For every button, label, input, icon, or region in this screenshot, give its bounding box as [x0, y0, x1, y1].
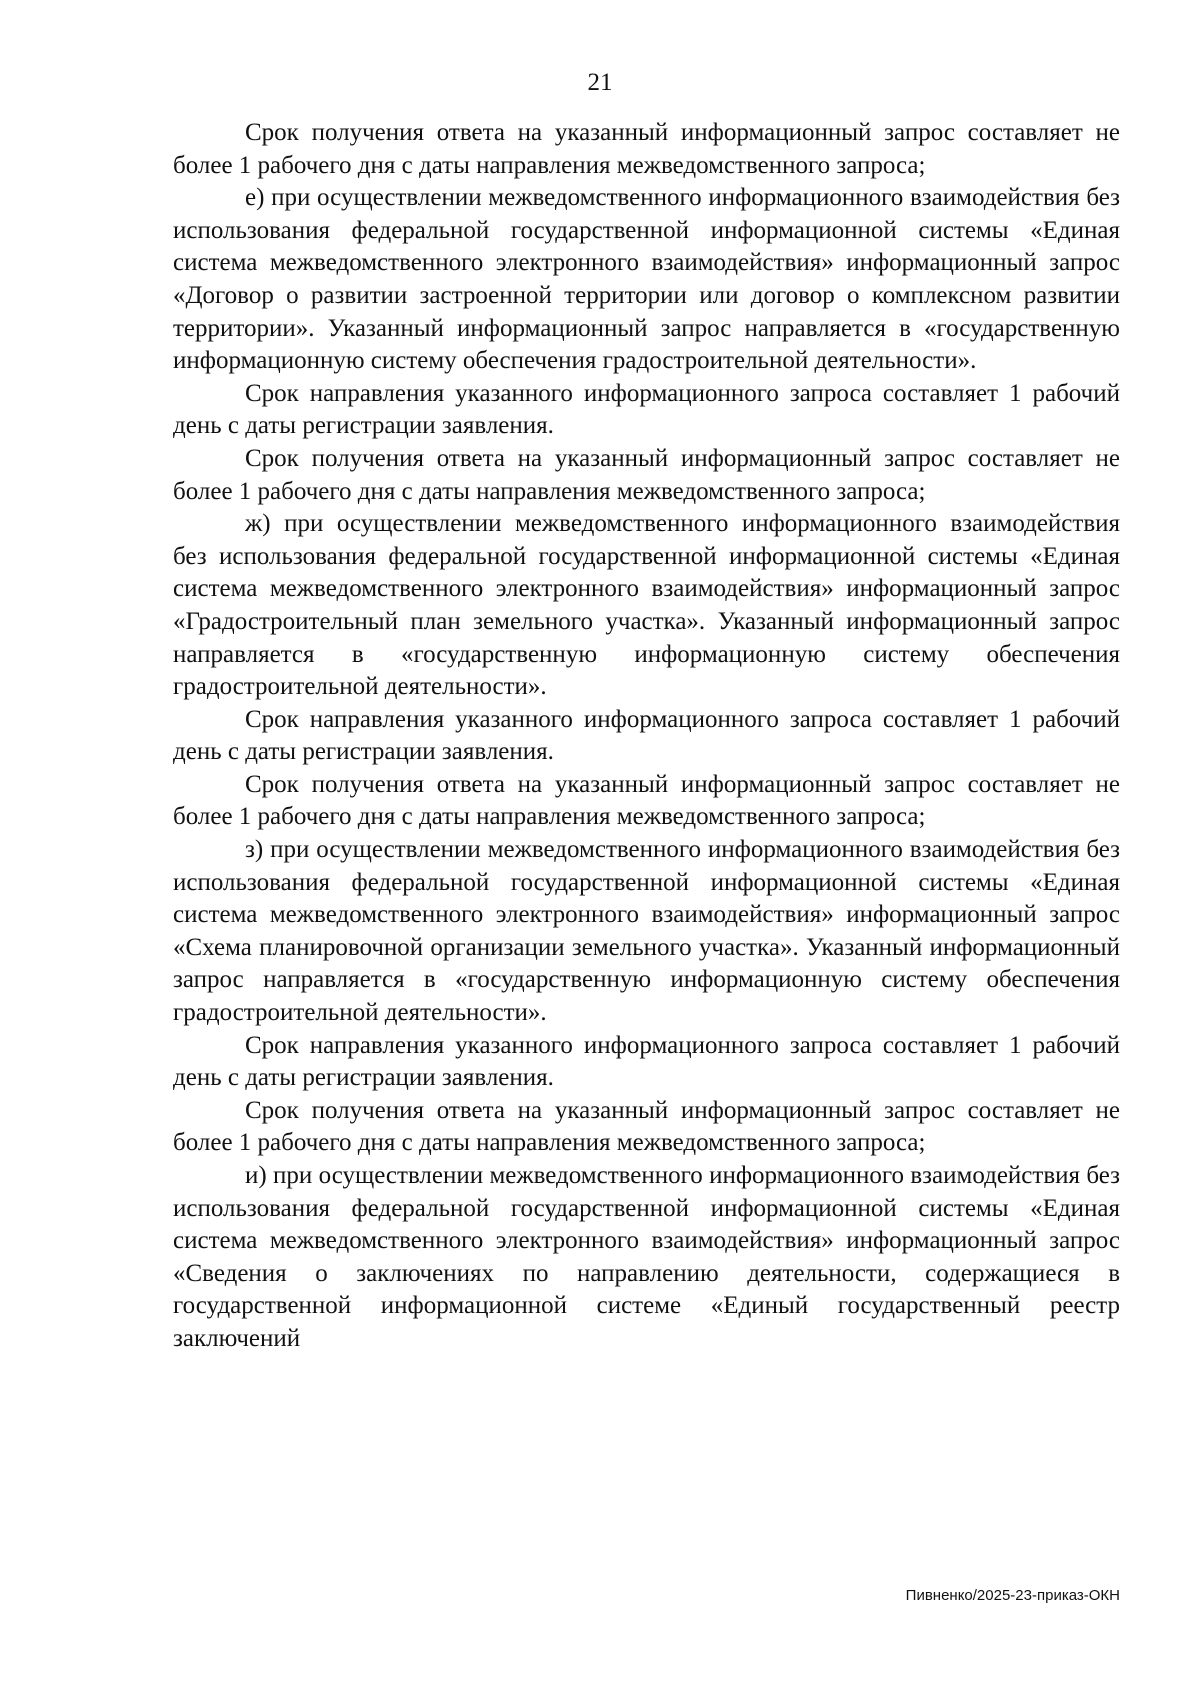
paragraph-response-term: Срок получения ответа на указанный информационный запрос составляет не более 1 рабочего дня с даты направления межведомственного запроса; — [173, 1096, 1120, 1157]
document-footer-code: Пивненко/2025-23-приказ-ОКН — [905, 1587, 1120, 1604]
document-body — [173, 117, 1120, 1356]
paragraph-request-term: Срок направления указанного информационного запроса составляет 1 рабочий день с даты регистрации заявления. — [173, 1031, 1120, 1092]
paragraph-item-i: и) при осуществлении межведомственного информационного взаимодействия без использования федеральной государственной информационной системы «Единая система межведомственного электронного взаимодействия» информационный запрос «Сведения о заключениях по направлению деятельности, содержащиеся в государственной информационной системе «Единый государственный реестр заключений — [173, 1162, 1120, 1352]
page-number: 21 — [587, 69, 613, 96]
paragraph-item-e: е) при осуществлении межведомственного информационного взаимодействия без использования федеральной государственной информационной системы «Единая система межведомственного электронного взаимодействия» информационный запрос «Договор о развитии застроенной территории или договор о комплексном развитии территории». Указанный информационный запрос направляется в «государственную информационную систему обеспечения градостроительной деятельности». — [173, 184, 1120, 375]
paragraph-request-term: Срок направления указанного информационного запроса составляет 1 рабочий день с даты регистрации заявления. — [173, 705, 1120, 766]
paragraph-response-term: Срок получения ответа на указанный информационный запрос составляет не более 1 рабочего дня с даты направления межведомственного запроса; — [173, 119, 1120, 179]
paragraph-response-term: Срок получения ответа на указанный информационный запрос составляет не более 1 рабочего дня с даты направления межведомственного запроса; — [173, 444, 1120, 505]
paragraph-request-term: Срок направления указанного информационного запроса составляет 1 рабочий день с даты регистрации заявления. — [173, 379, 1120, 440]
paragraph-item-z: з) при осуществлении межведомственного информационного взаимодействия без использования федеральной государственной информационной системы «Единая система межведомственного электронного взаимодействия» информационный запрос «Схема планировочной организации земельного участка». Указанный информационный запрос направляется в «государственную информационную систему обеспечения градостроительной деятельности». — [173, 836, 1120, 1027]
paragraph-response-term: Срок получения ответа на указанный информационный запрос составляет не более 1 рабочего дня с даты направления межведомственного запроса; — [173, 770, 1120, 831]
paragraph-item-zh: ж) при осуществлении межведомственного информационного взаимодействия без использования федеральной государственной информационной системы «Единая система межведомственного электронного взаимодействия» информационный запрос «Градостроительный план земельного участка». Указанный информационный запрос направляется в «государственную информационную систему обеспечения градостроительной деятельности». — [173, 510, 1120, 701]
